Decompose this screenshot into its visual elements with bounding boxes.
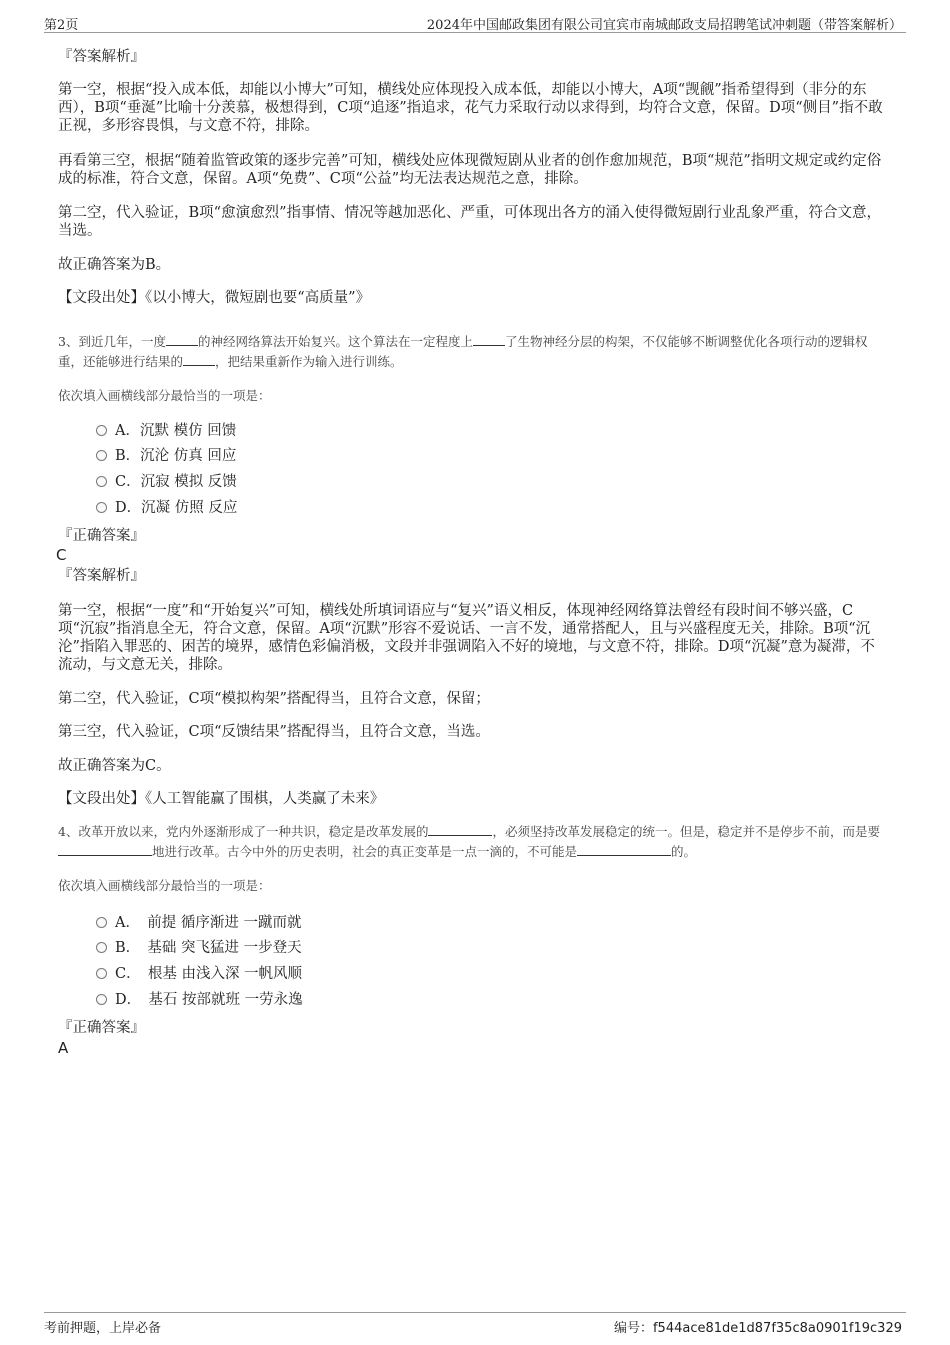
- blank: [58, 843, 152, 856]
- radio-button-icon[interactable]: [96, 502, 107, 513]
- footer-slogan: 考前押题，上岸必备: [44, 1321, 162, 1336]
- document-id: 编号：f544ace81de1d87f35c8a0901f19c329: [613, 1321, 902, 1336]
- q4-stem: 4、改革开放以来，党内外逐渐形成了一种共识，稳定是改革发展的 ，必须坚持改革发展稳定的统一。但是，稳定并不是停步不前，而是要地进行改革。古今中外的历史表明，社会的真正变革是一点一滴的，不可能是 的。: [58, 824, 880, 859]
- q2-analysis-para3: 第二空，代入验证，B项“愈演愈烈”指事情、情况等越加恶化、严重，可体现出各方的涌入使得微短剧行业乱象严重，符合文意，当选。: [58, 205, 881, 239]
- radio-button-icon[interactable]: [96, 917, 107, 928]
- radio-button-icon[interactable]: [96, 450, 107, 461]
- q3-option-d[interactable]: D．沉凝 仿照 反应: [96, 499, 237, 517]
- q3-analysis-label: 『答案解析』: [58, 568, 145, 584]
- q3-conclusion: 故正确答案为C。: [58, 758, 171, 774]
- page-footer: [44, 1312, 906, 1337]
- q2-source: 【文段出处】《以小博大，微短剧也要“高质量”》: [58, 290, 371, 306]
- q3-option-b[interactable]: B．沉沦 仿真 回应: [96, 447, 236, 465]
- q3-analysis-para1: 第一空，根据“一度”和“开始复兴”可知，横线处所填词语应与“复兴”语义相反，体现神经网络算法曾经有段时间不够兴盛，C项“沉寂”指消息全无，符合文意，保留。A项“沉默”形容不爱说话、一言不发，通常搭配人，且与兴盛程度无关，排除。B项“沉沦”指陷入罪恶的、困苦的境界，感情色彩偏消极，文段并非强调陷入不好的境地，与文意不符，排除。D项“沉凝”意为凝滞，不流动，与文意无关，排除。: [58, 603, 875, 673]
- q3-source: 【文段出处】《人工智能赢了围棋，人类赢了未来》: [58, 791, 385, 807]
- q3-analysis-para3: 第三空，代入验证，C项“反馈结果”搭配得当，且符合文意，当选。: [58, 724, 490, 740]
- q4-answer-label: 『正确答案』: [58, 1020, 145, 1036]
- q3-option-c[interactable]: C．沉寂 模拟 反馈: [96, 473, 237, 491]
- radio-button-icon[interactable]: [96, 425, 107, 436]
- blank: [473, 333, 505, 346]
- radio-button-icon[interactable]: [96, 476, 107, 487]
- q3-analysis-para2: 第二空，代入验证，C项“模拟构架”搭配得当，且符合文意，保留；: [58, 691, 490, 707]
- q3-option-a[interactable]: A．沉默 模仿 回馈: [96, 422, 236, 440]
- q4-option-a[interactable]: A． 前提 循序渐进 一蹴而就: [96, 914, 301, 932]
- q3-answer-label: 『正确答案』: [58, 528, 145, 544]
- q4-option-c[interactable]: C． 根基 由浅入深 一帆风顺: [96, 965, 302, 983]
- blank: [428, 823, 492, 836]
- q2-analysis-para1: 第一空，根据“投入成本低，却能以小博大”可知，横线处应体现投入成本低，却能以小博大，A项“觊觎”指希望得到（非分的东西），B项“垂涎”比喻十分羡慕，极想得到，C项“追逐”指追求，花气力采取行动以求得到，均符合文意，保留。D项“侧目”指不敢正视，多形容畏惧，与文意不符，排除。: [58, 82, 883, 134]
- q2-analysis-para2: 再看第三空，根据“随着监管政策的逐步完善”可知，横线处应体现微短剧从业者的创作愈加规范，B项“规范”指明文规定或约定俗成的标准，符合文意，保留。A项“免费”、C项“公益”均无法表达规范之意，排除。: [58, 153, 882, 187]
- page-number: 第2页: [44, 18, 79, 33]
- q3-prompt: 依次填入画横线部分最恰当的一项是：: [58, 388, 271, 403]
- q3-answer: C: [56, 546, 67, 564]
- document-title: 2024年中国邮政集团有限公司宜宾市南城邮政支局招聘笔试冲刺题（带答案解析）: [426, 18, 902, 33]
- q4-option-d[interactable]: D． 基石 按部就班 一劳永逸: [96, 991, 303, 1009]
- radio-button-icon[interactable]: [96, 942, 107, 953]
- q3-stem: 3、到近几年，一度 的神经网络算法开始复兴。这个算法在一定程度上 了生物神经分层的构架，不仅能够不断调整优化各项行动的逻辑权重，还能够进行结果的 ，把结果重新作为输入进行训练。: [58, 334, 868, 369]
- q2-analysis-label: 『答案解析』: [58, 49, 145, 65]
- q4-answer: A: [58, 1039, 69, 1057]
- radio-button-icon[interactable]: [96, 994, 107, 1005]
- q4-prompt: 依次填入画横线部分最恰当的一项是：: [58, 878, 271, 893]
- page-header: [44, 12, 906, 33]
- blank: [166, 333, 198, 346]
- q2-conclusion: 故正确答案为B。: [58, 257, 171, 273]
- blank: [183, 353, 215, 366]
- blank: [577, 843, 671, 856]
- q4-option-b[interactable]: B． 基础 突飞猛进 一步登天: [96, 939, 302, 957]
- radio-button-icon[interactable]: [96, 968, 107, 979]
